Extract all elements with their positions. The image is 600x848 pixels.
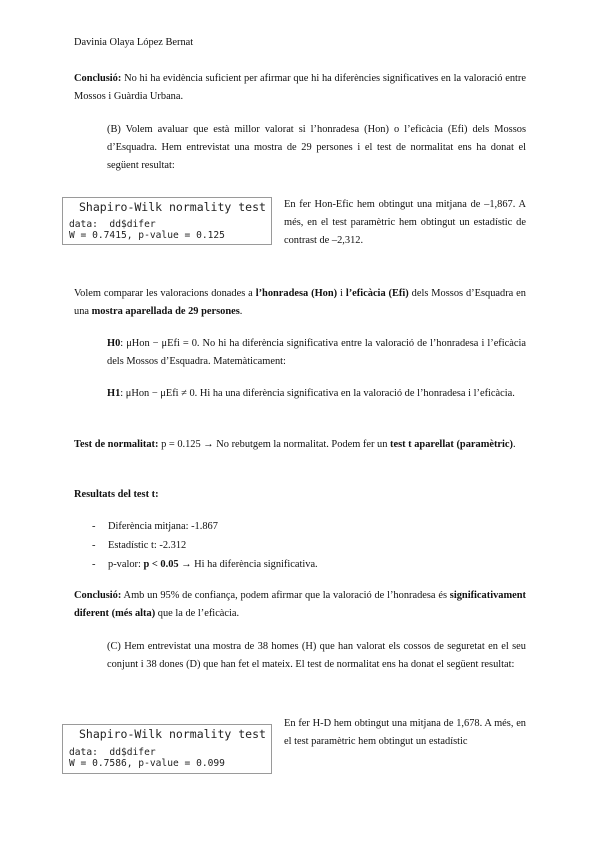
h0-label: H0 (107, 338, 121, 349)
part-b-side-text: En fer Hon-Efic hem obtingut una mitjana de –1,867. A més, en el test paramètric hem obtingut un estadístic de contrast de –2,312. (284, 199, 526, 246)
conclusion-a-paragraph (74, 70, 526, 106)
conclusion-b-paragraph: Conclusió: Amb un 95% de confiança, podem afirmar que la valoració de l’honradesa és significativament diferent (més alta) que la de l’eficàcia. (74, 590, 526, 619)
h0-text: : μHon − μEfi = 0. No hi ha diferència significativa entre la valoració de l’honradesa i l’eficàcia dels Mossos d’Esquadra. Matemàticament: (107, 338, 526, 367)
r-output-data-c: data: dd$difer (69, 747, 156, 758)
part-c-intro: (C) Hem entrevistat una mostra de 38 homes (H) que han valorat els cossos de seguretat en el seu conjunt i 38 dones (D) que han fet el mateix. El test de normalitat ens ha donat el següent resultat: (107, 641, 526, 670)
r-output-title-b: Shapiro-Wilk normality test (79, 200, 266, 214)
r-output-stat-b: W = 0.7415, p-value = 0.125 (69, 230, 225, 241)
hypothesis-h1 (107, 385, 526, 403)
bold-eficacia: l’eficàcia (Efi) (345, 288, 409, 299)
h1-label: H1 (107, 388, 121, 399)
conclusion-a-text: No hi ha evidència suficient per afirmar que hi ha diferències significatives en la valoració entre Mossos i Guàrdia Urbana. (74, 73, 526, 102)
comparison-paragraph: Volem comparar les valoracions donades a l’honradesa (Hon) i l’eficàcia (Efi) dels Mossos d’Esquadra en una mostra aparellada de 29 persones. (74, 288, 526, 317)
r-output-box-b (62, 197, 272, 245)
hypothesis-h0 (107, 335, 526, 371)
r-output-title-c: Shapiro-Wilk normality test (79, 727, 266, 741)
results-heading: Resultats del test t: (74, 489, 159, 500)
h1-text: : μHon − μEfi ≠ 0. Hi ha una diferència significativa en la valoració de l’honradesa i l’eficàcia. (120, 388, 515, 399)
conclusion-b-label: Conclusió: (74, 590, 122, 601)
page-header-author: Davinia Olaya López Bernat (74, 37, 194, 48)
r-output-box-c (62, 724, 272, 774)
bold-honradesa: l’honradesa (Hon) (255, 288, 338, 299)
conclusion-b-bold: significativament diferent (més alta) (74, 590, 526, 619)
r-output-stat-c: W = 0.7586, p-value = 0.099 (69, 758, 225, 769)
r-output-data-b: data: dd$difer (69, 219, 156, 230)
normality-test-type: test t aparellat (paramètric) (390, 439, 514, 450)
normality-paragraph: Test de normalitat: p = 0.125 → No rebutgem la normalitat. Podem fer un test t aparellat (paramètric). (74, 439, 516, 450)
bold-sample: mostra aparellada de 29 persones (91, 306, 240, 317)
part-c-side-text: En fer H-D hem obtingut una mitjana de 1,678. A més, en el test paramètric hem obtingut un estadístic (284, 718, 526, 747)
conclusion-a-label: Conclusió: (74, 73, 122, 84)
p-value-bold: p < 0.05 (143, 559, 179, 570)
normality-label: Test de normalitat: (74, 439, 159, 450)
part-b-intro: (B) Volem avaluar que està millor valorat si l’honradesa (Hon) o l’eficàcia (Efi) dels Mossos d’Esquadra. Hem entrevistat una mostra de 29 persones i el test de normalitat ens ha donat el següent resultat: (107, 124, 526, 171)
